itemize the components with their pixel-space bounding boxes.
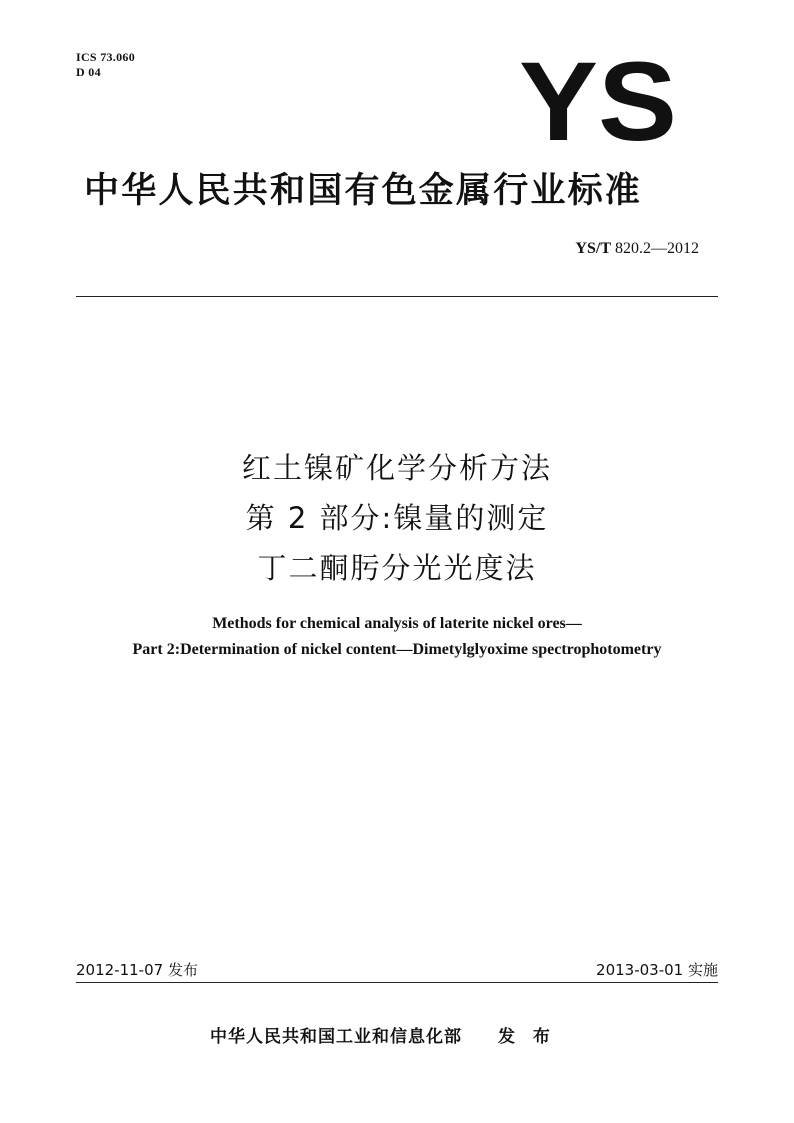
- standard-code: 820.2—2012: [615, 240, 699, 257]
- standard-prefix: YS/T: [575, 240, 611, 257]
- classification-codes: [76, 50, 135, 80]
- standard-number: [575, 240, 699, 258]
- issue-date: 2012-11-07 发布: [76, 961, 198, 979]
- chinese-title-line-2: 第 2 部分:镍量的测定: [245, 501, 549, 535]
- chinese-title-line-3: 丁二酮肟分光光度法: [257, 551, 537, 585]
- chinese-title-line-1: 红土镍矿化学分析方法: [241, 451, 552, 485]
- ys-logo: [518, 54, 678, 146]
- issuing-authority: [210, 1022, 556, 1047]
- english-title-line-2: Part 2:Determination of nickel content—Dimetylglyoxime spectrophotometry: [132, 641, 662, 658]
- effective-date: 2013-03-01 实施: [596, 961, 718, 979]
- footer-divider: [76, 982, 718, 983]
- header-divider: [76, 296, 718, 297]
- ys-logo-text: YS: [519, 54, 677, 146]
- english-title-line-1: Methods for chemical analysis of laterite nickel ores—: [212, 615, 582, 632]
- ics-code: ICS 73.060: [76, 50, 136, 64]
- ccs-code: D 04: [76, 65, 101, 79]
- standard-category-title: 中华人民共和国有色金属行业标准: [84, 171, 643, 211]
- issuer-action: 发 布: [498, 1027, 556, 1047]
- issuer-name: 中华人民共和国工业和信息化部: [210, 1027, 462, 1047]
